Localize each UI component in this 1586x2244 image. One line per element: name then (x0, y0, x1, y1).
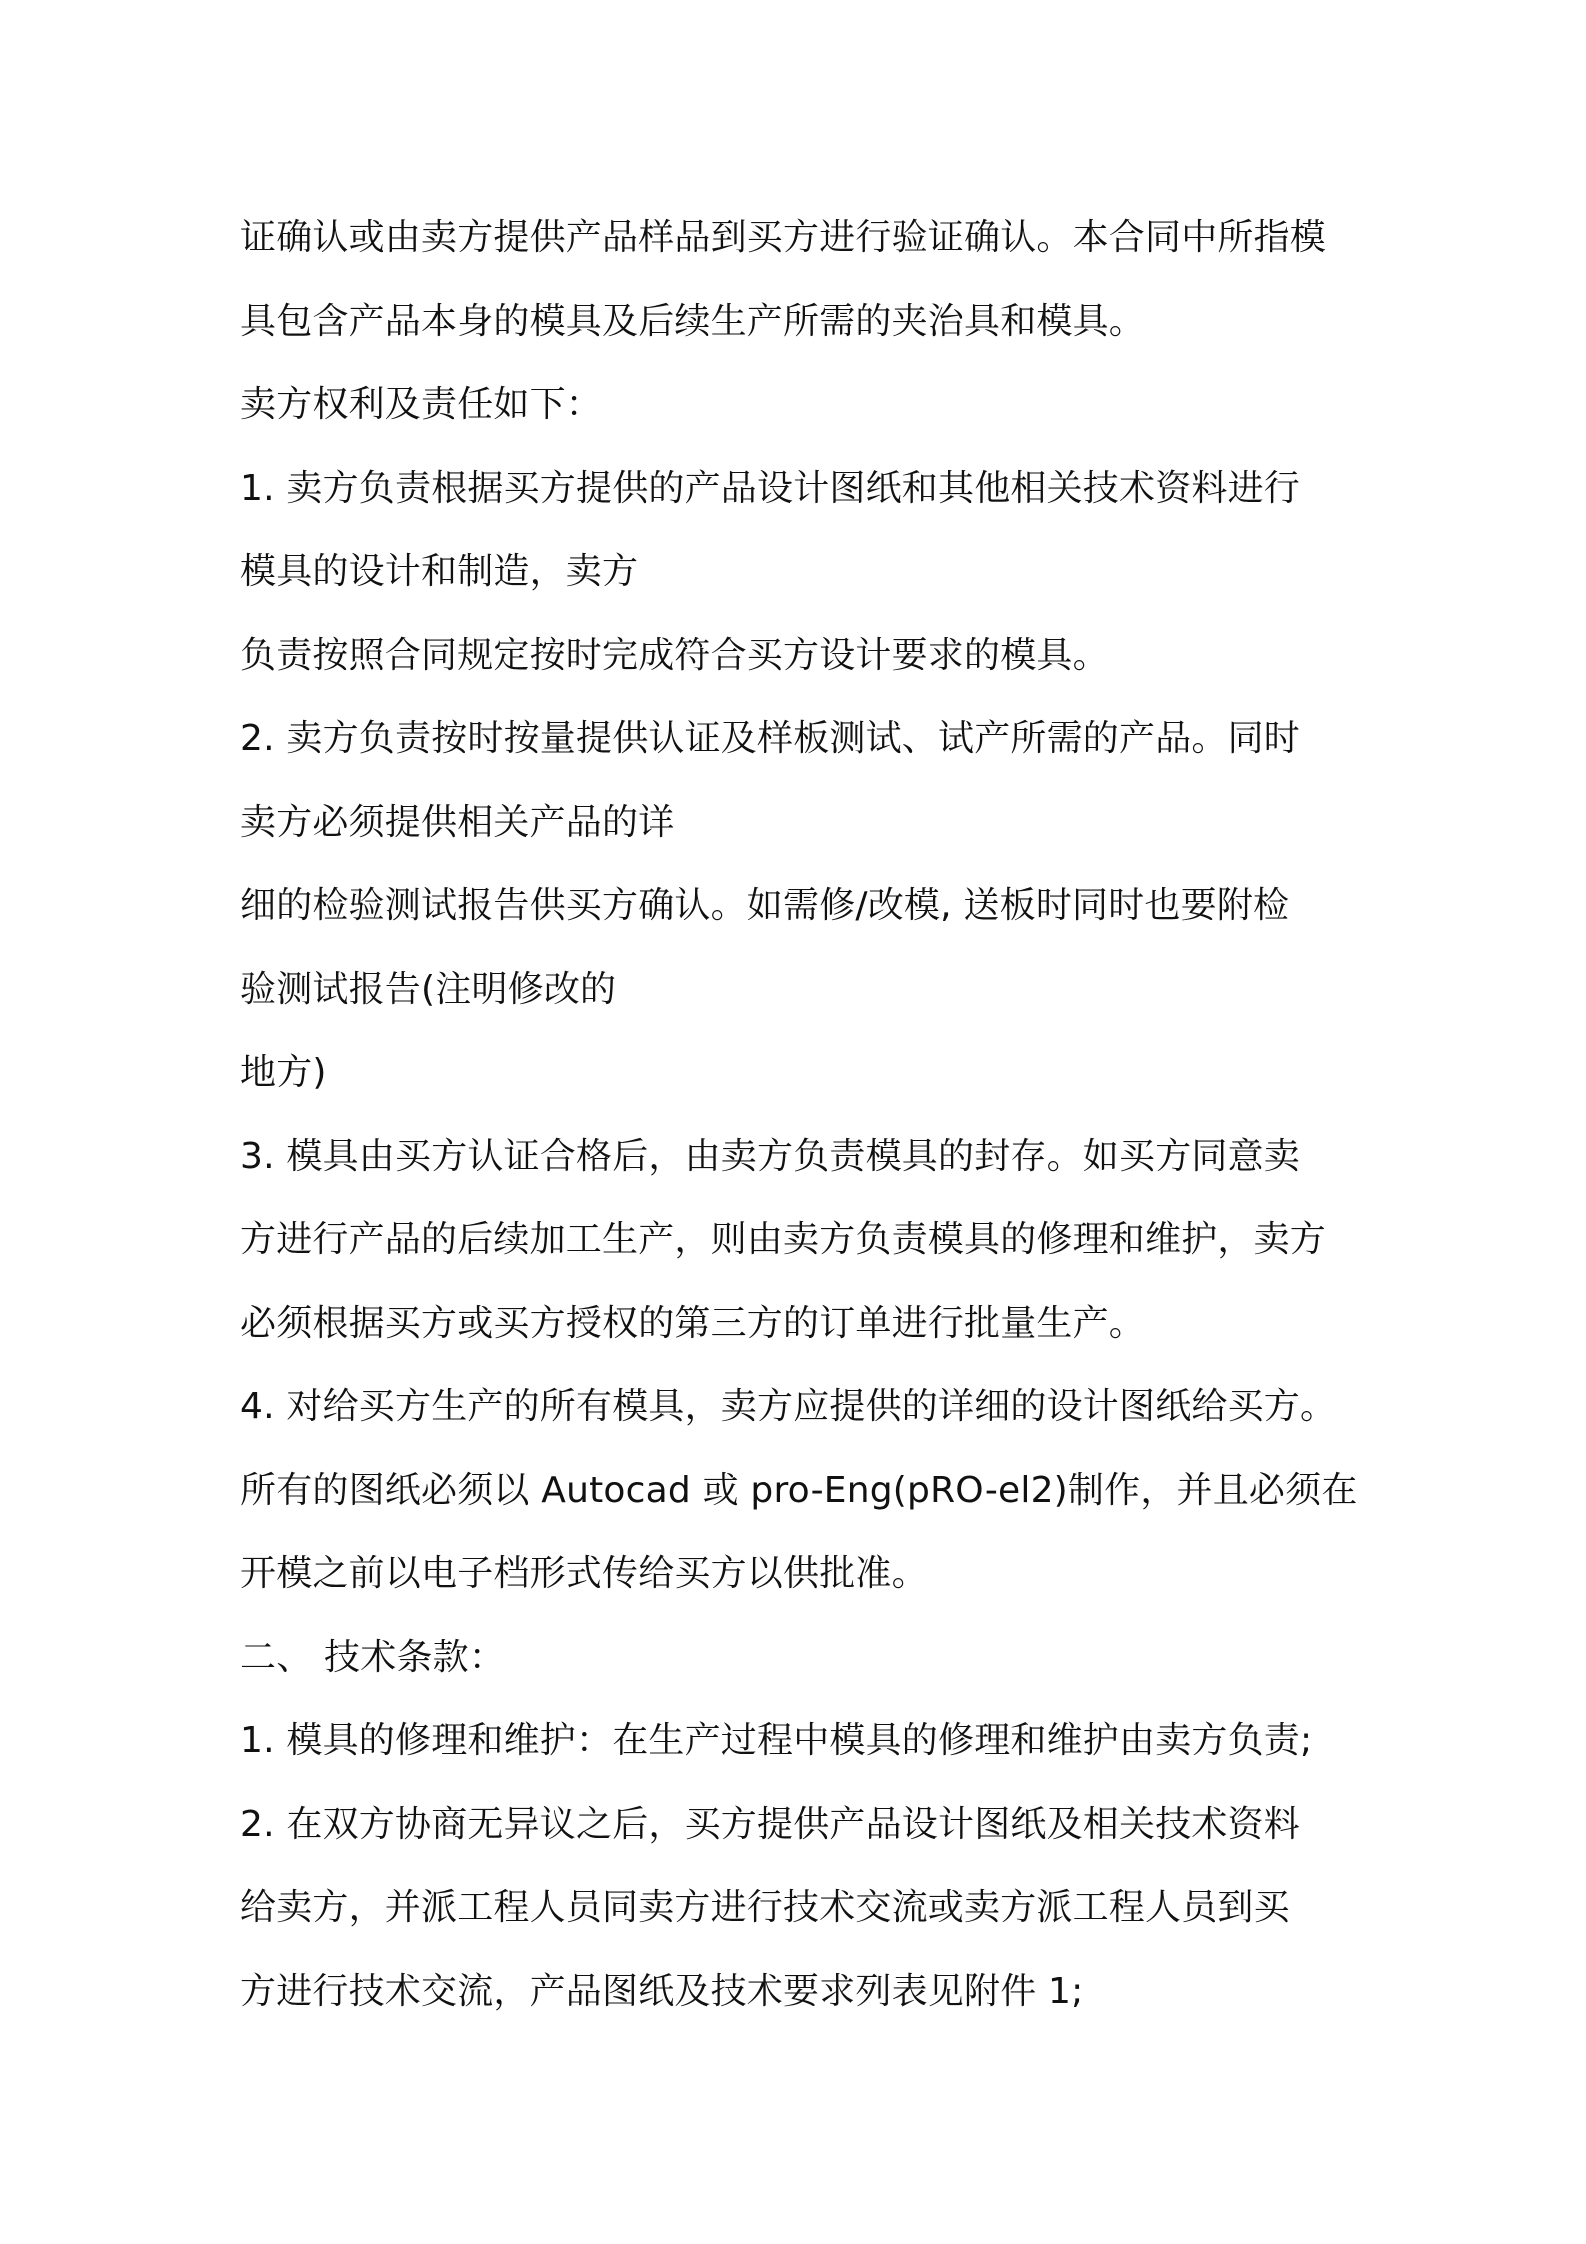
text-line-14: 必须根据买方或买方授权的第三方的订单进行批量生产。 (240, 1302, 1146, 1344)
text-line-2: 具包含产品本身的模具及后续生产所需的夹治具和模具。 (240, 300, 1146, 342)
contract-text-block (240, 196, 1390, 2033)
text-line-12: 3. 模具由买方认证合格后，由卖方负责模具的封存。如买方同意卖 (240, 1135, 1300, 1177)
text-line-13: 方进行产品的后续加工生产，则由卖方负责模具的修理和维护，卖方 (240, 1219, 1327, 1260)
text-line-4: 1. 卖方负责根据买方提供的产品设计图纸和其他相关技术资料进行 (240, 467, 1300, 509)
text-line-19: 1. 模具的修理和维护：在生产过程中模具的修理和维护由卖方负责; (240, 1720, 1313, 1761)
text-line-10: 验测试报告(注明修改的 (240, 968, 617, 1010)
text-line-21: 给卖方，并派工程人员同卖方进行技术交流或卖方派工程人员到买 (240, 1887, 1290, 1928)
text-line-15: 4. 对给买方生产的所有模具，卖方应提供的详细的设计图纸给买方。 (240, 1386, 1337, 1427)
text-line-11: 地方) (240, 1052, 327, 1093)
text-line-17: 开模之前以电子档形式传给买方以供批准。 (240, 1553, 928, 1594)
text-line-8: 卖方必须提供相关产品的详 (240, 801, 675, 843)
text-line-22: 方进行技术交流，产品图纸及技术要求列表见附件 1; (240, 1970, 1084, 2012)
text-line-7: 2. 卖方负责按时按量提供认证及样板测试、试产所需的产品。同时 (240, 718, 1300, 759)
section-heading-seller-rights: 卖方权利及责任如下： (240, 384, 603, 425)
text-line-16: 所有的图纸必须以 Autocad 或 pro-Eng(pRO-el2)制作，并且必须在 (240, 1469, 1358, 1511)
text-line-1: 证确认或由卖方提供产品样品到买方进行验证确认。本合同中所指模 (240, 217, 1327, 258)
text-line-5: 模具的设计和制造，卖方 (240, 551, 639, 592)
text-line-9: 细的检验测试报告供买方确认。如需修/改模, 送板时同时也要附检 (240, 885, 1290, 926)
text-line-20: 2. 在双方协商无异议之后，买方提供产品设计图纸及相关技术资料 (240, 1803, 1300, 1845)
text-line-6: 负责按照合同规定按时完成符合买方设计要求的模具。 (240, 634, 1109, 676)
section-heading-technical-terms: 二、 技术条款： (240, 1636, 506, 1678)
